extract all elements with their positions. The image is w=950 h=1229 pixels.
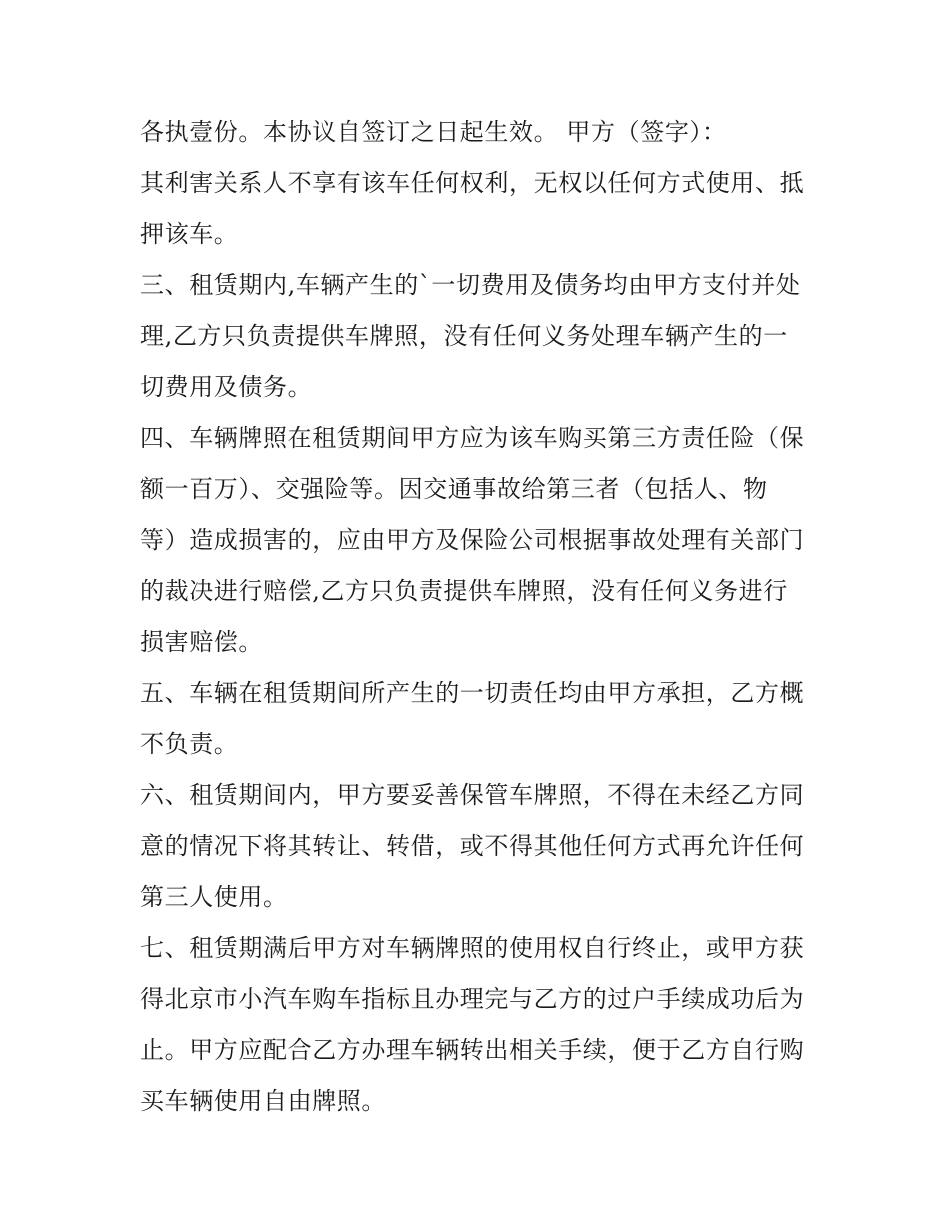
clause-4 xyxy=(140,413,820,668)
clause-3 xyxy=(140,260,820,413)
text-line: 切费用及债务。 xyxy=(140,373,313,401)
text-line: 等）造成损害的，应由甲方及保险公司根据事故处理有关部门 xyxy=(140,526,805,554)
text-line: 止。甲方应配合乙方办理车辆转出相关手续，便于乙方自行购 xyxy=(140,1036,805,1064)
text-line: 买车辆使用自由牌照。 xyxy=(140,1087,386,1115)
text-line: 五、车辆在租赁期间所产生的一切责任均由甲方承担，乙方概 xyxy=(140,679,805,707)
clause-7 xyxy=(140,923,820,1127)
text-line: 损害赔偿。 xyxy=(140,628,263,656)
document-body xyxy=(140,107,820,1127)
text-line: 额一百万）、交强险等。因交通事故给第三者（包括人、物 xyxy=(140,475,768,503)
text-line: 各执壹份。本协议自签订之日起生效。 甲方（签字）： xyxy=(140,118,727,146)
text-line: 不负责。 xyxy=(140,730,239,758)
text-line: 理,乙方只负责提供车牌照，没有任何义务处理车辆产生的一 xyxy=(140,322,788,350)
text-line: 得北京市小汽车购车指标且办理完与乙方的过户手续成功后为 xyxy=(140,985,805,1013)
text-line: 四、车辆牌照在租赁期间甲方应为该车购买第三方责任险（保 xyxy=(140,424,805,452)
text-line: 意的情况下将其转让、转借，或不得其他任何方式再允许任何 xyxy=(140,832,805,860)
clause-6 xyxy=(140,770,820,923)
text-line: 第三人使用。 xyxy=(140,883,288,911)
text-line: 的裁决进行赔偿,乙方只负责提供车牌照，没有任何义务进行 xyxy=(140,577,788,605)
text-line: 押该车。 xyxy=(140,220,239,248)
clause-5 xyxy=(140,668,820,770)
text-line: 六、租赁期间内，甲方要妥善保管车牌照，不得在未经乙方同 xyxy=(140,781,805,809)
text-line: 其利害关系人不享有该车任何权利，无权以任何方式使用、抵 xyxy=(140,169,805,197)
paragraph-rights xyxy=(140,158,820,260)
paragraph-signing xyxy=(140,107,820,158)
text-line: 三、租赁期内,车辆产生的`一切费用及债务均由甲方支付并处 xyxy=(140,271,801,299)
text-line: 七、租赁期满后甲方对车辆牌照的使用权自行终止，或甲方获 xyxy=(140,934,805,962)
